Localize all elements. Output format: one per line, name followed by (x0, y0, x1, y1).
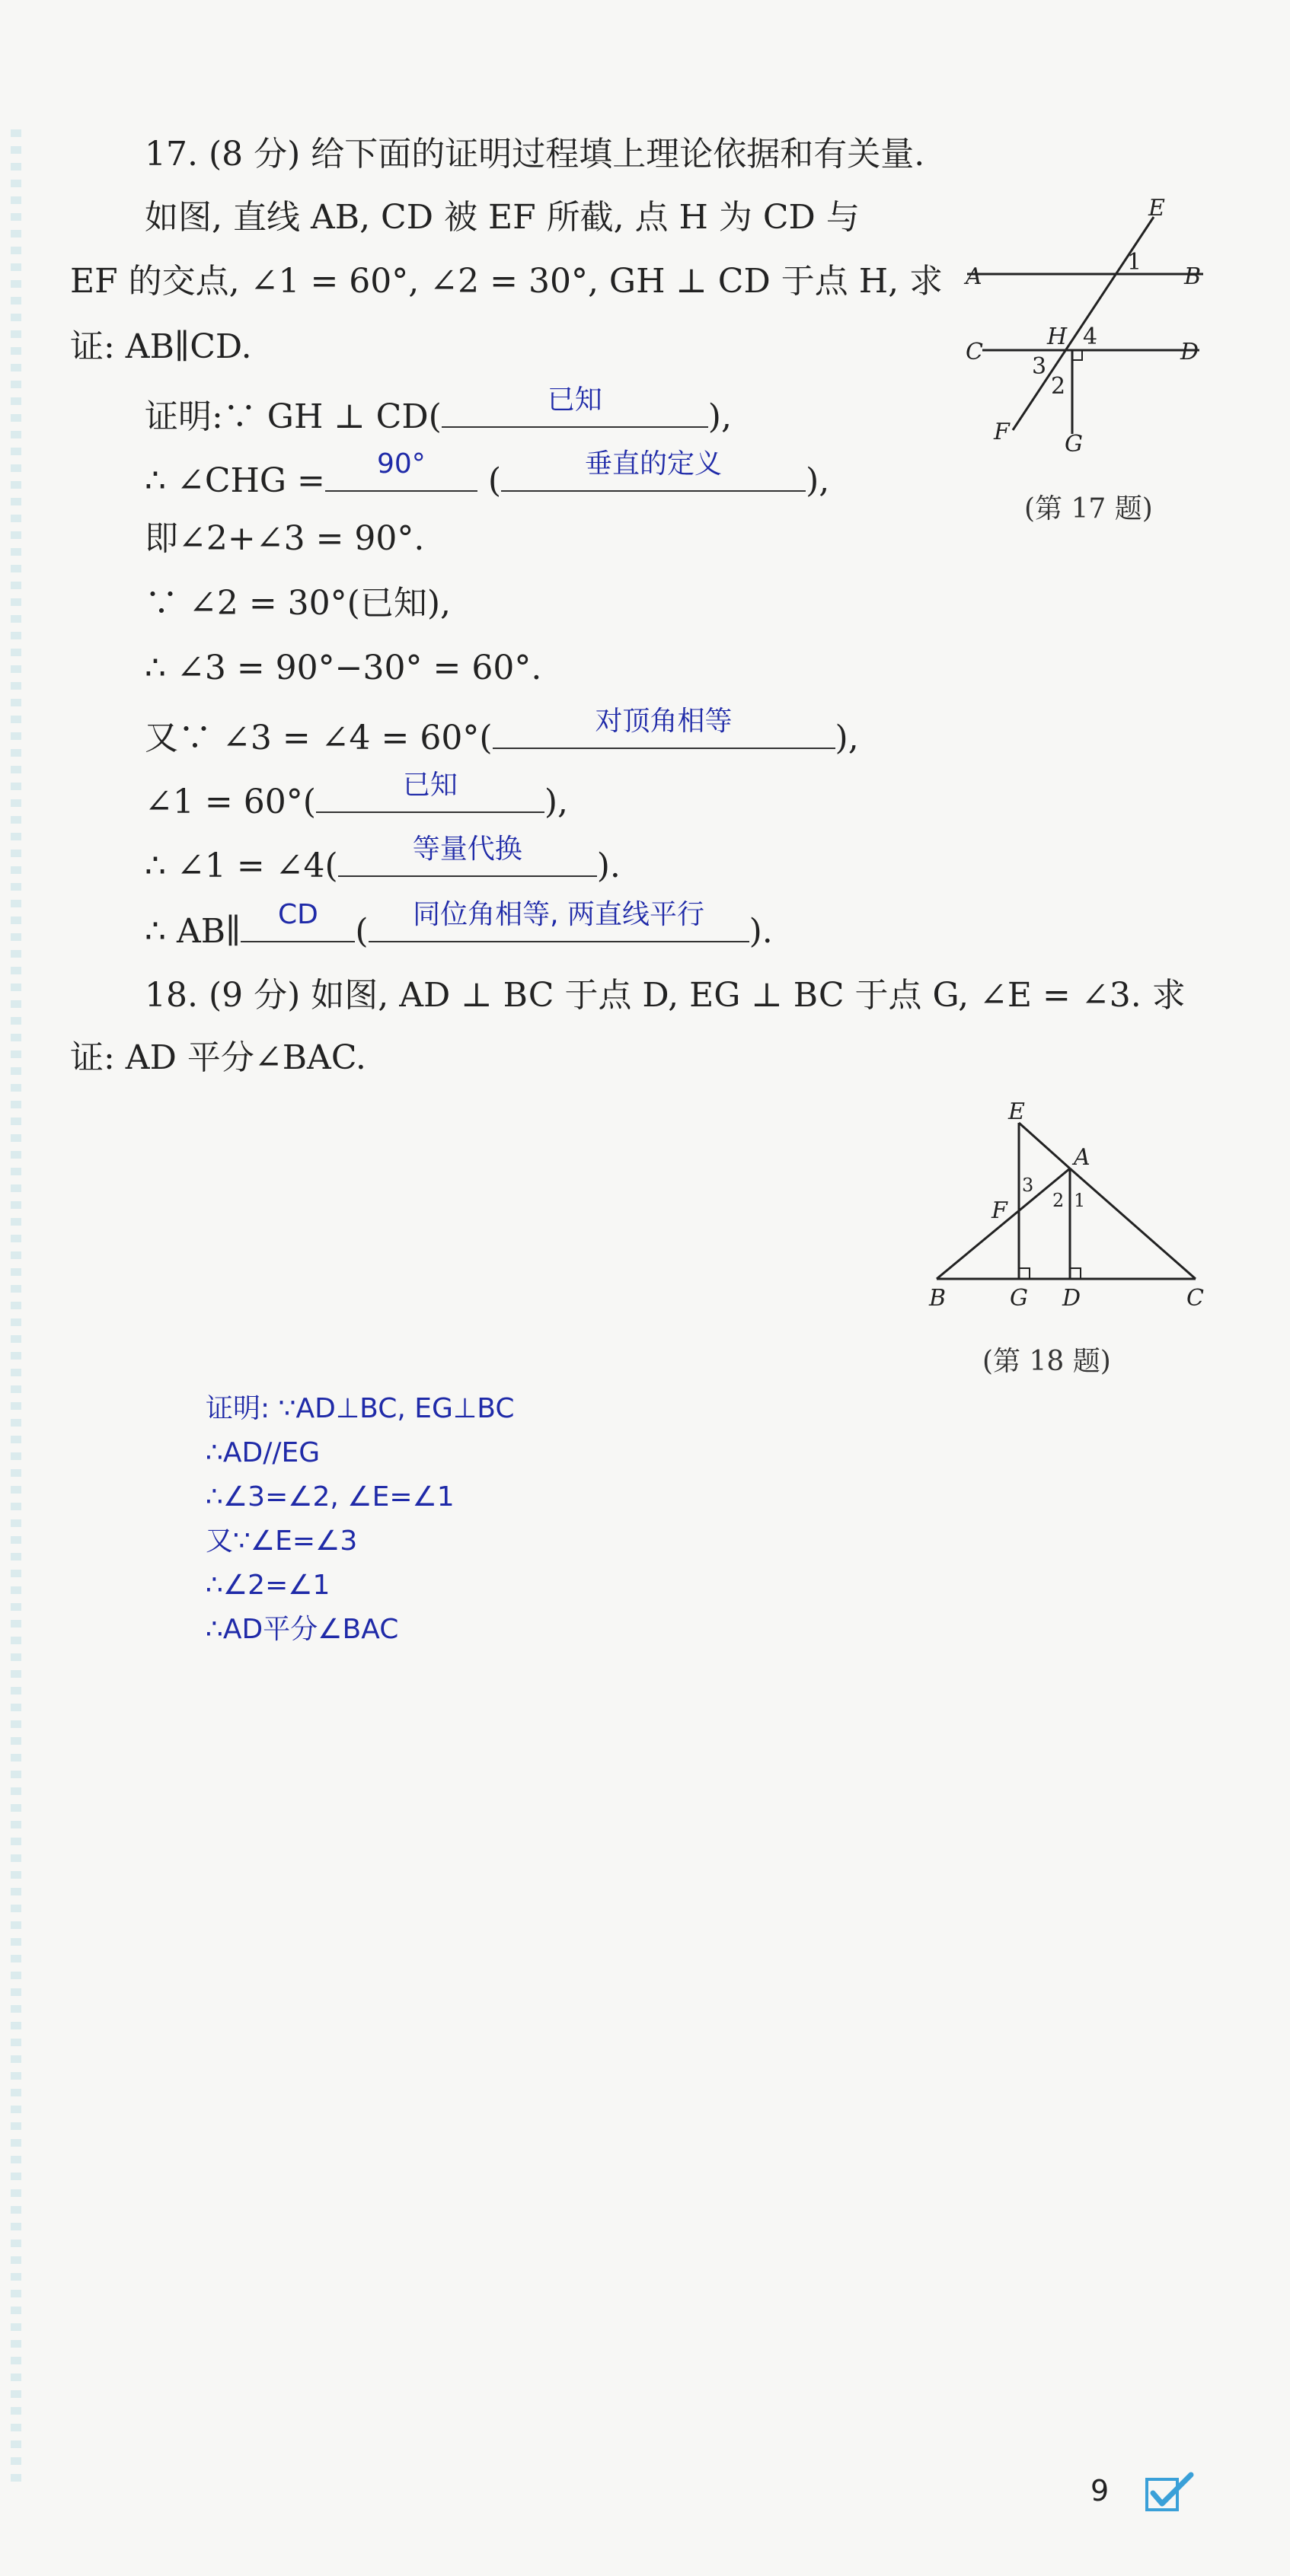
answer-blank[interactable] (493, 706, 835, 749)
label-b: B (929, 1285, 947, 1312)
text: ∴ ∠1 = ∠4( (145, 846, 338, 885)
label-g: G (1010, 1285, 1028, 1312)
q17-proof-line8 (145, 834, 621, 888)
label-3: 3 (1022, 1175, 1034, 1196)
q18-answer-block (206, 1387, 514, 1652)
text: ). (596, 846, 621, 885)
q17-figure-caption: (第 17 题) (1024, 493, 1153, 524)
answer-blank[interactable] (369, 899, 749, 942)
q17-proof-line2 (145, 448, 830, 502)
label-f: F (994, 419, 1010, 445)
checkbox-check-icon (1144, 2470, 1197, 2516)
label-e: E (1148, 195, 1165, 222)
answer-text: 等量代换 (412, 834, 522, 865)
q17-proof-line4: ∵ ∠2 = 30°(已知), (145, 584, 451, 623)
answer-line: ∴∠2=∠1 (206, 1570, 330, 1601)
right-angle-g (1019, 1268, 1030, 1279)
answer-blank[interactable] (338, 834, 597, 877)
text: ), (806, 461, 830, 500)
label-d: D (1062, 1285, 1081, 1312)
label-e: E (1008, 1098, 1025, 1125)
answer-text: 垂直的定义 (585, 448, 723, 480)
text: 证明:∵ GH ⊥ CD( (145, 397, 442, 436)
label-h: H (1047, 324, 1068, 350)
label-d: D (1180, 339, 1199, 365)
label-a: A (966, 263, 982, 290)
label-2: 2 (1051, 373, 1066, 400)
q18-header: 18. (9 分) 如图, AD ⊥ BC 于点 D, EG ⊥ BC 于点 G, ∠E = ∠3. 求 (145, 976, 1186, 1015)
answer-blank[interactable] (442, 384, 708, 428)
label-a: A (1074, 1144, 1090, 1171)
q17-proof-line5: ∴ ∠3 = 90°−30° = 60°. (145, 649, 542, 687)
text: ( (355, 912, 369, 951)
answer-text: 同位角相等, 两直线平行 (413, 899, 705, 930)
text: ), (835, 719, 859, 757)
right-angle-d (1070, 1268, 1081, 1279)
text: ), (544, 783, 569, 821)
label-3: 3 (1032, 353, 1047, 380)
q17-proof-line1 (145, 384, 732, 438)
text: ∴ ∠CHG = (145, 461, 325, 500)
q17-proof-line6 (145, 706, 859, 760)
text: 又∵ ∠3 = ∠4 = 60°( (145, 719, 493, 757)
label-2: 2 (1052, 1190, 1065, 1211)
answer-blank[interactable] (501, 448, 806, 492)
answer-text: 90° (376, 448, 426, 480)
answer-text: 对顶角相等 (595, 706, 733, 737)
text: ). (749, 912, 773, 951)
label-g: G (1065, 431, 1083, 457)
answer-line: 又∵∠E=∠3 (206, 1526, 358, 1557)
answer-blank[interactable] (325, 448, 477, 492)
right-angle-mark (1072, 350, 1082, 360)
label-1: 1 (1127, 249, 1142, 276)
text: ∠1 = 60°( (145, 783, 316, 821)
label-f: F (991, 1197, 1007, 1224)
answer-blank[interactable] (241, 899, 355, 942)
label-c: C (1186, 1285, 1204, 1312)
q17-statement-line2: EF 的交点, ∠1 = 60°, ∠2 = 30°, GH ⊥ CD 于点 H, 求 (70, 262, 944, 301)
answer-line: 证明: ∵AD⊥BC, EG⊥BC (206, 1393, 515, 1424)
answer-text: 已知 (402, 770, 458, 801)
answer-line: ∴AD平分∠BAC (206, 1614, 399, 1645)
label-c: C (966, 339, 983, 365)
q17-proof-line9 (145, 899, 773, 953)
q18-statement-line2: 证: AD 平分∠BAC. (70, 1038, 366, 1077)
left-margin-decoration (11, 129, 21, 2489)
answer-text: 已知 (547, 384, 602, 416)
q18-figure-caption: (第 18 题) (982, 1346, 1111, 1377)
label-1: 1 (1074, 1190, 1086, 1211)
q17-header: 17. (8 分) 给下面的证明过程填上理论依据和有关量. (145, 135, 925, 174)
text: ∴ AB∥ (145, 912, 241, 951)
answer-text: CD (277, 899, 318, 930)
q17-statement-line1: 如图, 直线 AB, CD 被 EF 所截, 点 H 为 CD 与 (145, 198, 860, 237)
segment-ac (1070, 1168, 1196, 1279)
q17-figure (944, 194, 1234, 461)
answer-line: ∴AD//EG (206, 1437, 321, 1468)
q18-figure (914, 1096, 1218, 1317)
answer-blank[interactable] (316, 770, 544, 813)
page-number: 9 (1090, 2474, 1110, 2507)
text: ( (487, 461, 502, 500)
q17-proof-line7 (145, 770, 569, 824)
answer-line: ∴∠3=∠2, ∠E=∠1 (206, 1481, 455, 1513)
label-4: 4 (1083, 324, 1098, 350)
text: ), (707, 397, 732, 436)
label-b: B (1184, 263, 1202, 290)
q17-proof-line3: 即∠2+∠3 = 90°. (145, 519, 425, 558)
q17-statement-line3: 证: AB∥CD. (70, 327, 252, 366)
segment-ea (1019, 1123, 1070, 1168)
